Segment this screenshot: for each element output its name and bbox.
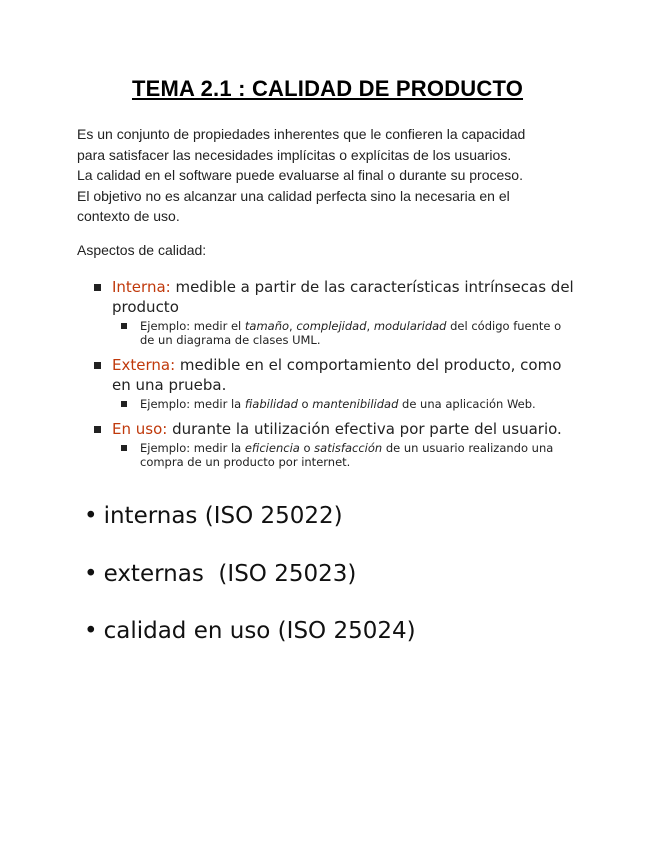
intro-paragraph [77,124,577,227]
standard-text: calidad en uso (ISO 25024) [103,618,416,644]
example-text: , [289,319,297,333]
aspect-keyword: Interna: [112,278,171,296]
intro-line: para satisfacer las necesidades implícitas o explícitas de los usuarios. [77,146,512,163]
example-term: satisfacción [314,441,383,455]
aspects-label: Aspectos de calidad: [77,242,207,258]
aspect-text: durante la utilización efectiva por parte del usuario. [167,420,562,438]
aspect-item-en-uso [94,419,574,439]
example-text: , [366,319,374,333]
example-term: modularidad [373,319,447,333]
aspect-example [94,441,574,469]
square-bullet-icon [94,426,101,433]
standard-item-calidad-en-uso [84,618,416,644]
aspect-item-externa [94,355,574,395]
example-term: eficiencia [244,441,300,455]
example-term: fiabilidad [244,397,298,411]
square-bullet-icon [121,445,127,451]
intro-line: El objetivo no es alcanzar una calidad perfecta sino la necesaria en el [77,187,510,204]
intro-line: Es un conjunto de propiedades inherentes que le confieren la capacidad [77,126,526,142]
page-title: TEMA 2.1 : CALIDAD DE PRODUCTO [131,76,524,101]
aspects-list [94,277,574,477]
square-bullet-icon [94,362,101,369]
standard-item-externas [84,561,356,587]
square-bullet-icon [94,284,101,291]
example-text: o [299,441,315,455]
example-text: Ejemplo: medir la [140,397,245,411]
aspect-text: medible en el comportamiento del producto, como en una prueba. [112,356,562,394]
example-text: de un usuario realizando una compra de un producto por internet. [140,441,554,469]
example-text: o [297,397,313,411]
bullet-icon: • [84,503,98,529]
aspect-text: medible a partir de las características intrínsecas del producto [112,278,574,316]
standard-text: internas (ISO 25022) [103,503,343,529]
square-bullet-icon [121,401,127,407]
standard-text: externas (ISO 25023) [103,561,357,587]
intro-line: La calidad en el software puede evaluarse al final o durante su proceso. [77,167,523,183]
bullet-icon: • [84,561,98,587]
example-text: de una aplicación Web. [398,397,536,411]
example-text: Ejemplo: medir la [140,441,245,455]
aspect-item-interna [94,277,574,317]
aspect-example [94,397,574,411]
example-text: del código fuente o de un diagrama de clases UML. [140,319,562,347]
aspect-example [94,319,574,347]
square-bullet-icon [121,323,127,329]
aspect-keyword: Externa: [112,356,176,374]
example-term: complejidad [296,319,367,333]
intro-line: contexto de uso. [77,208,180,224]
bullet-icon: • [84,618,98,644]
standard-item-internas [84,503,343,529]
aspect-keyword: En uso: [112,420,168,438]
example-term: mantenibilidad [312,397,399,411]
example-text: Ejemplo: medir el [140,319,245,333]
example-term: tamaño [244,319,290,333]
